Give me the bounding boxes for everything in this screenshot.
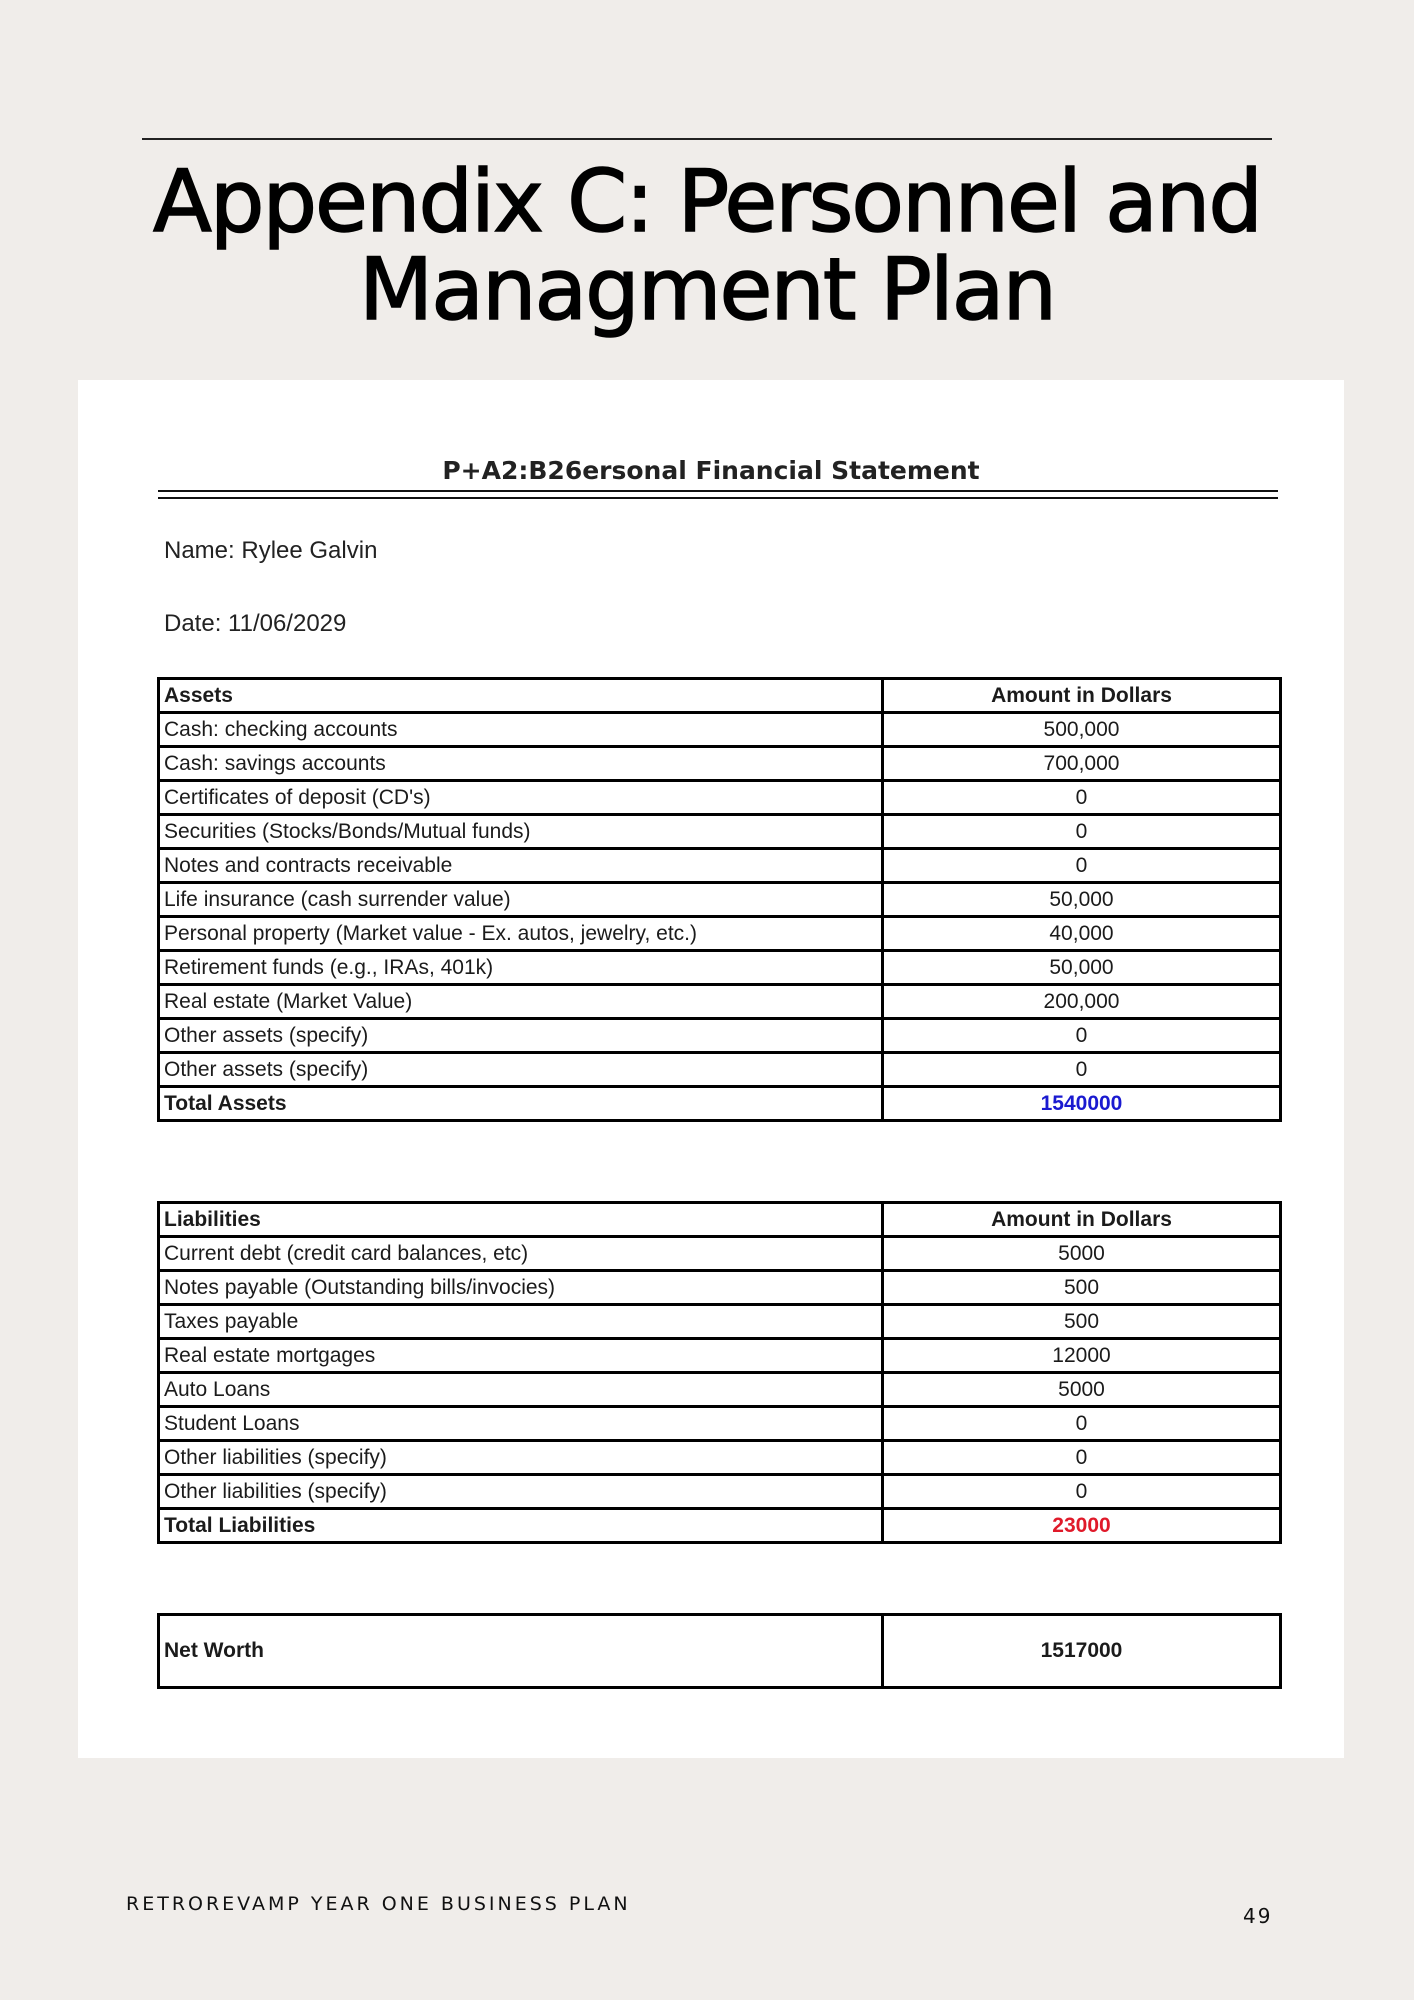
- page-number: 49: [1243, 1904, 1273, 1928]
- asset-amount: 0: [883, 1053, 1281, 1087]
- net-worth-amount: 1517000: [883, 1615, 1281, 1688]
- table-row: [159, 815, 1281, 849]
- liability-amount: 12000: [883, 1339, 1281, 1373]
- page-title: [0, 152, 1414, 340]
- liability-label: Other liabilities (specify): [159, 1441, 883, 1475]
- liability-label: Current debt (credit card balances, etc): [159, 1237, 883, 1271]
- total-liabilities-label: Total Liabilities: [159, 1509, 883, 1543]
- table-row: [159, 1271, 1281, 1305]
- asset-amount: 50,000: [883, 883, 1281, 917]
- liability-amount: 500: [883, 1305, 1281, 1339]
- table-row: [159, 917, 1281, 951]
- table-row: [159, 849, 1281, 883]
- net-worth-label: Net Worth: [159, 1615, 883, 1688]
- asset-label: Personal property (Market value - Ex. autos, jewelry, etc.): [159, 917, 883, 951]
- assets-table: [157, 677, 1282, 1122]
- total-liabilities-row: [159, 1509, 1281, 1543]
- asset-label: Certificates of deposit (CD's): [159, 781, 883, 815]
- asset-label: Retirement funds (e.g., IRAs, 401k): [159, 951, 883, 985]
- asset-label: Other assets (specify): [159, 1053, 883, 1087]
- table-row: [159, 1373, 1281, 1407]
- assets-header-label: Assets: [159, 679, 883, 713]
- asset-amount: 50,000: [883, 951, 1281, 985]
- total-assets-row: [159, 1087, 1281, 1121]
- liability-amount: 0: [883, 1441, 1281, 1475]
- asset-amount: 0: [883, 1019, 1281, 1053]
- page-title-line-1: Appendix C: Personnel and: [153, 152, 1261, 252]
- table-row: [159, 1339, 1281, 1373]
- liability-amount: 5000: [883, 1373, 1281, 1407]
- liabilities-header-amount: Amount in Dollars: [883, 1203, 1281, 1237]
- table-row: [159, 883, 1281, 917]
- asset-label: Real estate (Market Value): [159, 985, 883, 1019]
- date-line: Date: 11/06/2029: [164, 610, 347, 637]
- assets-header-amount: Amount in Dollars: [883, 679, 1281, 713]
- liabilities-header-label: Liabilities: [159, 1203, 883, 1237]
- liabilities-header-row: [159, 1203, 1281, 1237]
- table-row: [159, 1019, 1281, 1053]
- table-row: [159, 1305, 1281, 1339]
- asset-amount: 0: [883, 849, 1281, 883]
- asset-amount: 700,000: [883, 747, 1281, 781]
- table-row: [159, 985, 1281, 1019]
- statement-title: P+A2:B26ersonal Financial Statement: [442, 456, 980, 485]
- asset-label: Notes and contracts receivable: [159, 849, 883, 883]
- total-assets-amount: 1540000: [883, 1087, 1281, 1121]
- liability-amount: 5000: [883, 1237, 1281, 1271]
- liability-amount: 0: [883, 1407, 1281, 1441]
- asset-label: Other assets (specify): [159, 1019, 883, 1053]
- top-divider: [142, 138, 1272, 140]
- asset-label: Cash: savings accounts: [159, 747, 883, 781]
- table-row: [159, 747, 1281, 781]
- asset-amount: 0: [883, 815, 1281, 849]
- table-row: [159, 951, 1281, 985]
- liability-amount: 0: [883, 1475, 1281, 1509]
- total-assets-label: Total Assets: [159, 1087, 883, 1121]
- asset-amount: 0: [883, 781, 1281, 815]
- table-row: [159, 1053, 1281, 1087]
- asset-label: Cash: checking accounts: [159, 713, 883, 747]
- financial-statement-sheet: [78, 380, 1344, 1758]
- page-title-line-2: Managment Plan: [359, 240, 1055, 340]
- total-liabilities-amount: 23000: [883, 1509, 1281, 1543]
- table-row: [159, 713, 1281, 747]
- table-row: [159, 1441, 1281, 1475]
- liability-label: Real estate mortgages: [159, 1339, 883, 1373]
- table-row: [159, 781, 1281, 815]
- asset-amount: 200,000: [883, 985, 1281, 1019]
- name-line: Name: Rylee Galvin: [164, 537, 378, 564]
- net-worth-row: [159, 1615, 1281, 1688]
- asset-amount: 500,000: [883, 713, 1281, 747]
- liability-label: Student Loans: [159, 1407, 883, 1441]
- asset-label: Securities (Stocks/Bonds/Mutual funds): [159, 815, 883, 849]
- liability-amount: 500: [883, 1271, 1281, 1305]
- liability-label: Other liabilities (specify): [159, 1475, 883, 1509]
- liability-label: Notes payable (Outstanding bills/invocies): [159, 1271, 883, 1305]
- assets-header-row: [159, 679, 1281, 713]
- liability-label: Auto Loans: [159, 1373, 883, 1407]
- footer-document-title: RETROREVAMP YEAR ONE BUSINESS PLAN: [126, 1893, 631, 1915]
- table-row: [159, 1407, 1281, 1441]
- asset-amount: 40,000: [883, 917, 1281, 951]
- asset-label: Life insurance (cash surrender value): [159, 883, 883, 917]
- liabilities-table: [157, 1201, 1282, 1544]
- table-row: [159, 1237, 1281, 1271]
- liability-label: Taxes payable: [159, 1305, 883, 1339]
- net-worth-table: [157, 1613, 1282, 1689]
- table-row: [159, 1475, 1281, 1509]
- statement-title-rule: [158, 490, 1278, 499]
